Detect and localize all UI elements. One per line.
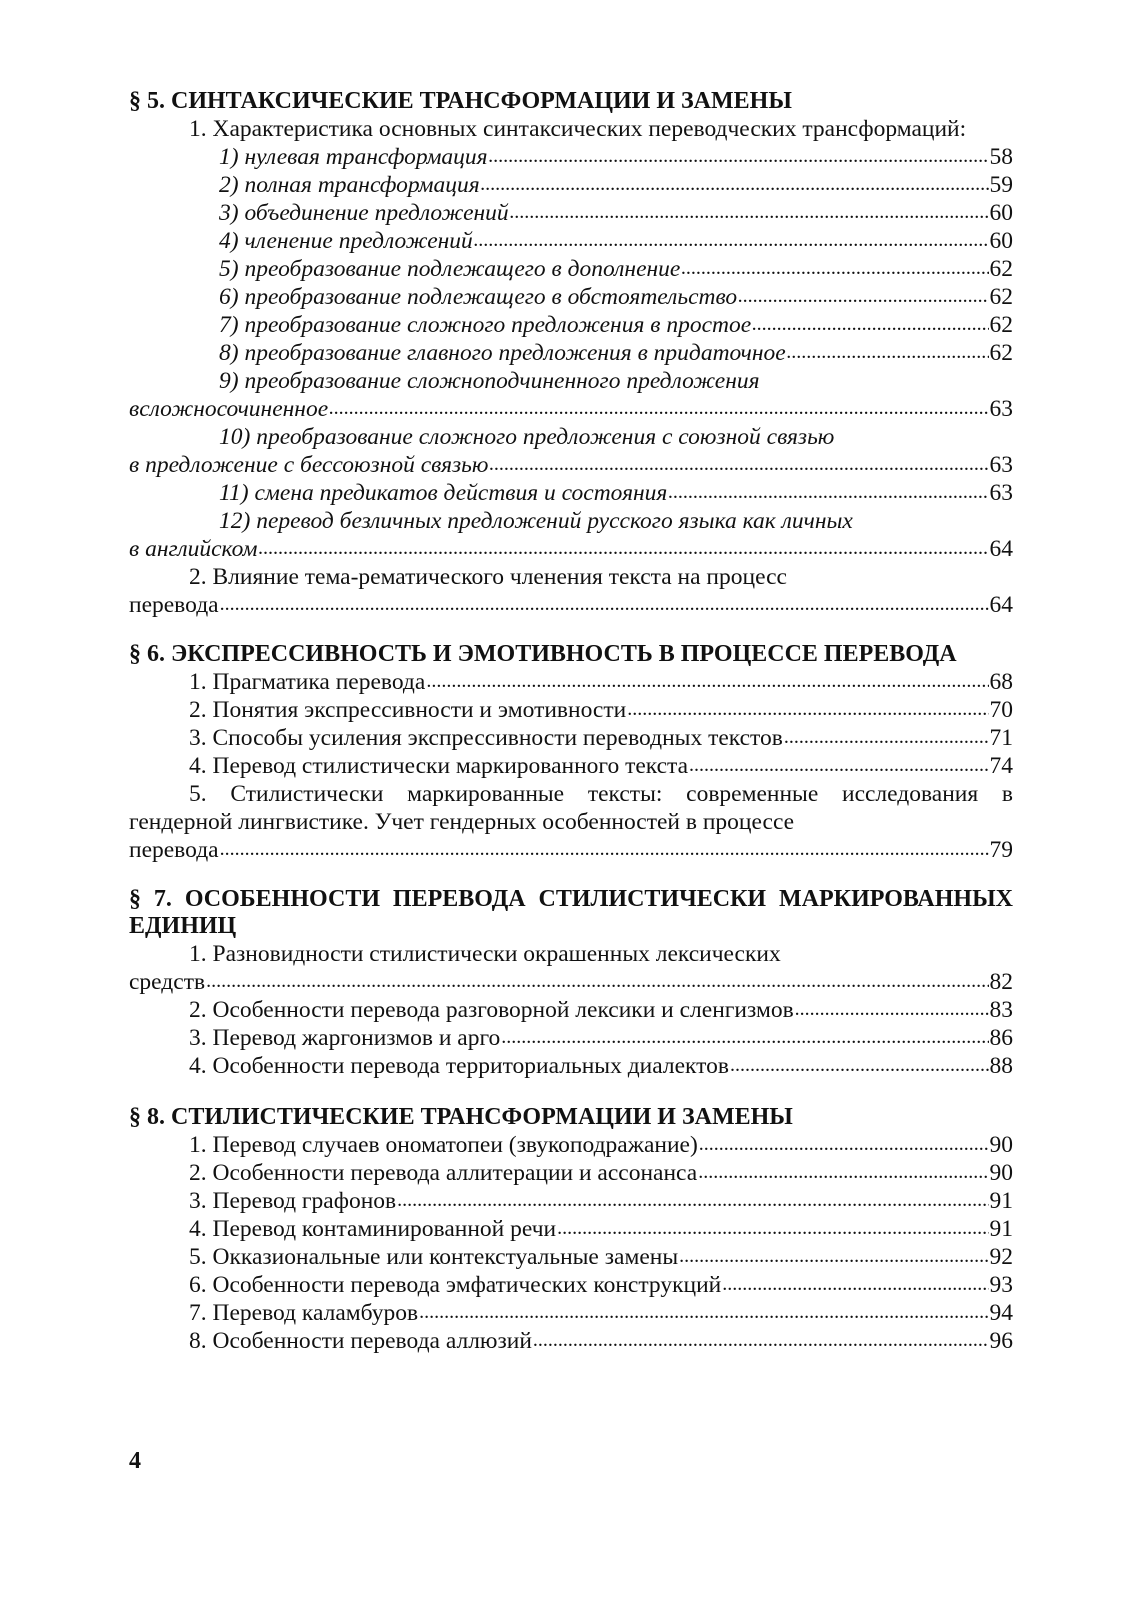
toc-entry-label: 1. Прагматика перевода (189, 669, 426, 695)
dot-leader (419, 1297, 988, 1323)
toc-entry[interactable] (129, 1243, 1013, 1271)
toc-entry-label: в английском (129, 536, 258, 562)
toc-entry-page: 60 (989, 228, 1013, 254)
toc-entry-label: 1. Перевод случаев ономатопеи (звукоподражание) (189, 1132, 698, 1158)
dot-leader (627, 694, 988, 720)
toc-entry-label: 8) преобразование главного предложения в придаточное (219, 340, 786, 366)
toc-entry-page: 74 (989, 753, 1013, 779)
toc-entry[interactable] (129, 1024, 1013, 1052)
toc-entry[interactable] (129, 255, 1013, 283)
toc-entry-label: 2. Понятия экспрессивности и эмотивности (189, 697, 627, 723)
toc-entry-page: 63 (989, 452, 1013, 478)
toc-entry[interactable] (129, 1271, 1013, 1299)
toc-entry-page: 70 (989, 697, 1013, 723)
dot-leader (220, 834, 989, 860)
toc-entry-label: 3. Перевод графонов (189, 1188, 397, 1214)
dot-leader (397, 1185, 988, 1211)
toc-entry[interactable] (129, 171, 1013, 199)
dot-leader (557, 1213, 988, 1239)
toc-entry-label: 2) полная трансформация (219, 172, 480, 198)
dot-leader (668, 477, 988, 503)
dot-leader (426, 666, 988, 692)
toc-entry-page: 79 (989, 837, 1013, 863)
toc-entry-label: 4. Особенности перевода территориальных диалектов (189, 1053, 729, 1079)
toc-entry-page: 91 (989, 1216, 1013, 1242)
toc-entry[interactable] (129, 1131, 1013, 1159)
toc-entry-label: 11) смена предикатов действия и состояния (219, 480, 668, 506)
dot-leader (689, 750, 988, 776)
toc-entry-label: 2. Особенности перевода разговорной лексики и сленгизмов (189, 997, 794, 1023)
toc-entry-label: 5. Окказиональные или контекстуальные замены (189, 1244, 679, 1270)
toc-entry-page: 71 (989, 725, 1013, 751)
toc-entry[interactable] (129, 451, 1013, 479)
dot-leader (489, 141, 989, 167)
toc-entry-label: 6. Особенности перевода эмфатических конструкций (189, 1272, 722, 1298)
toc-entry-page: 93 (989, 1272, 1013, 1298)
toc-entry-page: 63 (989, 480, 1013, 506)
toc-entry[interactable] (129, 227, 1013, 255)
toc-entry[interactable] (129, 535, 1013, 563)
toc-entry[interactable] (129, 1327, 1013, 1355)
toc-entry-label: 8. Особенности перевода аллюзий (189, 1328, 532, 1354)
toc-entry-page: 59 (989, 172, 1013, 198)
toc-entry-label: 4. Перевод контаминированной речи (189, 1216, 557, 1242)
table-of-contents (129, 88, 1013, 1355)
toc-entry-label: 2. Особенности перевода аллитерации и ассонанса (189, 1160, 698, 1186)
dot-leader (510, 197, 989, 223)
dot-leader (206, 966, 988, 992)
dot-leader (501, 1022, 988, 1048)
toc-entry-label: 4. Перевод стилистически маркированного текста (189, 753, 689, 779)
dot-leader (481, 169, 989, 195)
toc-entry-page: 94 (989, 1300, 1013, 1326)
dot-leader (679, 1241, 988, 1267)
dot-leader (752, 309, 988, 335)
dot-leader (699, 1129, 989, 1155)
toc-entry-page: 62 (989, 256, 1013, 282)
toc-entry[interactable] (129, 1215, 1013, 1243)
section-8-title: § 8. СТИЛИСТИЧЕСКИЕ ТРАНСФОРМАЦИИ И ЗАМЕНЫ (129, 1104, 793, 1130)
toc-entry-page: 62 (989, 312, 1013, 338)
toc-entry-page: 63 (989, 396, 1013, 422)
toc-entry-page: 62 (989, 340, 1013, 366)
toc-entry[interactable] (129, 1159, 1013, 1187)
toc-entry-line1: 2. Влияние тема-рематического членения текста на процесс (189, 564, 787, 590)
toc-entry-label: 7. Перевод каламбуров (189, 1300, 419, 1326)
dot-leader (722, 1269, 988, 1295)
toc-entry-page: 62 (989, 284, 1013, 310)
toc-entry-label: 3) объединение предложений (219, 200, 509, 226)
toc-entry-page: 96 (989, 1328, 1013, 1354)
toc-entry-page: 88 (989, 1053, 1013, 1079)
toc-entry-page: 64 (989, 592, 1013, 618)
toc-entry-label: средств (129, 969, 206, 995)
toc-entry-page: 86 (989, 1025, 1013, 1051)
toc-entry-page: 92 (989, 1244, 1013, 1270)
toc-entry-label: перевода (129, 592, 219, 618)
dot-leader (730, 1050, 989, 1076)
toc-entry[interactable] (129, 696, 1013, 724)
toc-entry-page: 58 (989, 144, 1013, 170)
toc-entry-page: 83 (989, 997, 1013, 1023)
dot-leader (474, 225, 989, 251)
dot-leader (329, 393, 988, 419)
toc-entry-label: перевода (129, 837, 219, 863)
dot-leader (258, 533, 988, 559)
toc-entry-label: 7) преобразование сложного предложения в простое (219, 312, 752, 338)
toc-entry[interactable] (129, 283, 1013, 311)
toc-entry-page: 90 (989, 1132, 1013, 1158)
toc-entry-label: в предложение с бессоюзной связью (129, 452, 489, 478)
dot-leader (489, 449, 988, 475)
toc-entry[interactable] (129, 479, 1013, 507)
toc-entry-paragraph: 5. Стилистически маркированные тексты: современные исследования в гендерной лингвистике. Учет гендерных особенностей в процессе (129, 781, 1013, 835)
dot-leader (787, 337, 989, 363)
toc-entry-label: 3. Способы усиления экспрессивности переводных текстов (189, 725, 783, 751)
toc-entry[interactable] (129, 395, 1013, 423)
toc-entry-page: 90 (989, 1160, 1013, 1186)
toc-entry-label: 5) преобразование подлежащего в дополнение (219, 256, 681, 282)
section-6-title: § 6. ЭКСПРЕССИВНОСТЬ И ЭМОТИВНОСТЬ В ПРОЦЕССЕ ПЕРЕВОДА (129, 641, 957, 667)
toc-entry[interactable] (129, 668, 1013, 696)
toc-entry-page: 60 (989, 200, 1013, 226)
toc-entry-page: 82 (989, 969, 1013, 995)
toc-entry-line1: 12) перевод безличных предложений русского языка как личных (219, 508, 853, 534)
dot-leader (698, 1157, 988, 1183)
section-5-intro: 1. Характеристика основных синтаксических переводческих трансформаций: (189, 116, 967, 142)
toc-entry-line1: 9) преобразование сложноподчиненного предложения (219, 368, 760, 394)
toc-entry[interactable] (129, 752, 1013, 780)
toc-entry-page: 91 (989, 1188, 1013, 1214)
dot-leader (795, 994, 989, 1020)
dot-leader (784, 722, 989, 748)
toc-entry[interactable] (129, 199, 1013, 227)
toc-entry-label: 1) нулевая трансформация (219, 144, 488, 170)
toc-entry-label: 6) преобразование подлежащего в обстоятельство (219, 284, 738, 310)
toc-entry[interactable] (129, 968, 1013, 996)
dot-leader (533, 1325, 989, 1351)
toc-entry[interactable] (129, 339, 1013, 367)
toc-entry-label: 3. Перевод жаргонизмов и арго (189, 1025, 501, 1051)
toc-entry[interactable] (129, 996, 1013, 1024)
section-7-title: § 7. ОСОБЕННОСТИ ПЕРЕВОДА СТИЛИСТИЧЕСКИ МАРКИРОВАННЫХ ЕДИНИЦ (129, 886, 1013, 939)
toc-entry-label: 4) членение предложений (219, 228, 473, 254)
dot-leader (220, 589, 989, 615)
toc-entry[interactable] (129, 836, 1013, 864)
toc-entry[interactable] (129, 1299, 1013, 1327)
toc-entry-page: 64 (989, 536, 1013, 562)
toc-entry[interactable] (129, 1052, 1013, 1080)
toc-entry[interactable] (129, 311, 1013, 339)
toc-entry-page: 68 (989, 669, 1013, 695)
section-5-title: § 5. СИНТАКСИЧЕСКИЕ ТРАНСФОРМАЦИИ И ЗАМЕНЫ (129, 88, 792, 114)
toc-entry-line1: 1. Разновидности стилистически окрашенных лексических (189, 941, 781, 967)
toc-entry[interactable] (129, 724, 1013, 752)
toc-entry[interactable] (129, 1187, 1013, 1215)
toc-entry-line1: 10) преобразование сложного предложения с союзной связью (219, 424, 835, 450)
page-number: 4 (129, 1448, 141, 1474)
toc-entry[interactable] (129, 591, 1013, 619)
toc-entry-label: вcложносочиненное (129, 396, 329, 422)
dot-leader (681, 253, 988, 279)
toc-entry[interactable] (129, 143, 1013, 171)
dot-leader (738, 281, 988, 307)
